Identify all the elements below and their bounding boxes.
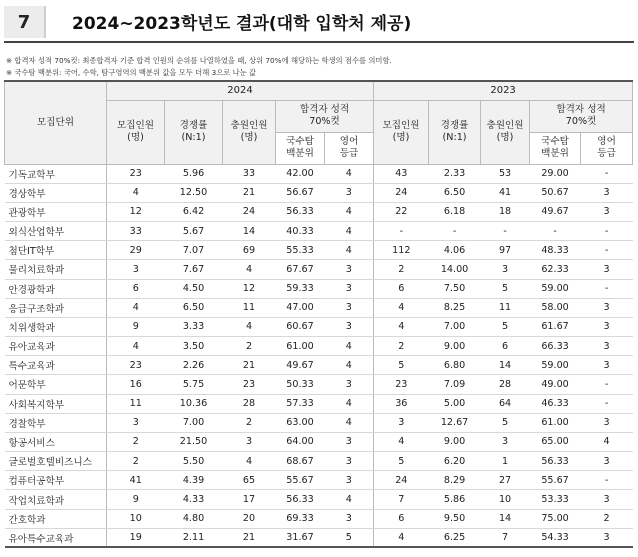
eng-2024: 3 <box>325 279 374 298</box>
eng-2023: 2 <box>581 509 633 528</box>
ratio-2024: 2.11 <box>165 528 223 547</box>
table-row <box>5 356 633 375</box>
ratio-2023: 6.50 <box>429 183 481 202</box>
eng-2024: 3 <box>325 375 374 394</box>
eng-2023: - <box>581 471 633 490</box>
eng-2023: - <box>581 394 633 413</box>
fill-2023: 27 <box>481 471 530 490</box>
ratio-2024: 5.96 <box>165 164 223 183</box>
page-number: 7 <box>4 6 46 38</box>
recruit-2023: 36 <box>374 394 429 413</box>
ratio-2024: 4.50 <box>165 279 223 298</box>
results-table <box>4 80 633 548</box>
ratio-2023: 6.25 <box>429 528 481 547</box>
dept-name: 물리치료학과 <box>5 260 107 279</box>
table-row <box>5 202 633 221</box>
dept-name: 간호학과 <box>5 509 107 528</box>
dept-name: 관광학부 <box>5 202 107 221</box>
eng-2024: 4 <box>325 356 374 375</box>
pct-2023: 65.00 <box>530 432 581 451</box>
dept-name: 치위생학과 <box>5 317 107 336</box>
fill-2024: 11 <box>223 298 276 317</box>
dept-name: 사회복지학부 <box>5 394 107 413</box>
pct-2024: 61.00 <box>276 337 325 356</box>
pct-2024: 55.33 <box>276 241 325 260</box>
table-row <box>5 509 633 528</box>
pct-2024: 63.00 <box>276 413 325 432</box>
eng-2023: - <box>581 164 633 183</box>
fill-2024: 3 <box>223 432 276 451</box>
dept-name: 경상학부 <box>5 183 107 202</box>
fill-2024: 65 <box>223 471 276 490</box>
eng-2024: 4 <box>325 222 374 241</box>
table-body <box>5 164 633 547</box>
recruit-2024: 2 <box>107 452 165 471</box>
pct-2024: 40.33 <box>276 222 325 241</box>
ratio-2024: 6.50 <box>165 298 223 317</box>
recruit-2023: 6 <box>374 509 429 528</box>
dept-name: 기독교학부 <box>5 164 107 183</box>
eng-2023: 3 <box>581 298 633 317</box>
recruit-2024: 29 <box>107 241 165 260</box>
recruit-2023: 6 <box>374 279 429 298</box>
ratio-2023: 4.06 <box>429 241 481 260</box>
recruit-2024: 2 <box>107 432 165 451</box>
table-row <box>5 452 633 471</box>
dept-name: 안경광학과 <box>5 279 107 298</box>
pct-2023: 50.67 <box>530 183 581 202</box>
ratio-2024: 12.50 <box>165 183 223 202</box>
table-row <box>5 432 633 451</box>
recruit-2023: 22 <box>374 202 429 221</box>
table-row <box>5 337 633 356</box>
fill-2024: 24 <box>223 202 276 221</box>
pct-2024: 67.67 <box>276 260 325 279</box>
fill-2024: 28 <box>223 394 276 413</box>
pct-2023: 75.00 <box>530 509 581 528</box>
fill-2023: 18 <box>481 202 530 221</box>
fill-2023: 14 <box>481 356 530 375</box>
eng-2024: 4 <box>325 394 374 413</box>
recruit-2023: 4 <box>374 432 429 451</box>
dept-name: 외식산업학부 <box>5 222 107 241</box>
fill-2024: 21 <box>223 183 276 202</box>
col-pct-2023: 국수탐 백분위 <box>530 132 581 164</box>
ratio-2023: 9.00 <box>429 432 481 451</box>
pct-2023: 56.33 <box>530 452 581 471</box>
fill-2024: 2 <box>223 413 276 432</box>
table-row <box>5 241 633 260</box>
pct-2023: 29.00 <box>530 164 581 183</box>
ratio-2024: 21.50 <box>165 432 223 451</box>
pct-2023: 59.00 <box>530 356 581 375</box>
year-2024-header: 2024 <box>107 81 374 100</box>
pct-2024: 55.67 <box>276 471 325 490</box>
ratio-2024: 5.67 <box>165 222 223 241</box>
pct-2023: 54.33 <box>530 528 581 547</box>
fill-2023: 7 <box>481 528 530 547</box>
ratio-2023: - <box>429 222 481 241</box>
note-cut: ※ 합격자 성적 70%컷: 최종합격자 기준 합격 인원의 순위를 나열하였을 때, 상위 70%에 해당하는 학생의 점수를 의미함. <box>6 56 392 65</box>
fill-2024: 2 <box>223 337 276 356</box>
fill-2024: 20 <box>223 509 276 528</box>
recruit-2024: 23 <box>107 356 165 375</box>
recruit-2023: 112 <box>374 241 429 260</box>
ratio-2024: 3.33 <box>165 317 223 336</box>
eng-2024: 3 <box>325 260 374 279</box>
fill-2023: 28 <box>481 375 530 394</box>
dept-name: 경찰학부 <box>5 413 107 432</box>
pct-2024: 42.00 <box>276 164 325 183</box>
eng-2023: - <box>581 222 633 241</box>
ratio-2024: 6.42 <box>165 202 223 221</box>
eng-2023: - <box>581 279 633 298</box>
title-rule <box>4 41 634 43</box>
recruit-2023: 24 <box>374 471 429 490</box>
recruit-2024: 33 <box>107 222 165 241</box>
ratio-2024: 7.07 <box>165 241 223 260</box>
pct-2024: 69.33 <box>276 509 325 528</box>
eng-2023: 3 <box>581 356 633 375</box>
ratio-2024: 2.26 <box>165 356 223 375</box>
eng-2024: 3 <box>325 452 374 471</box>
recruit-2023: 24 <box>374 183 429 202</box>
eng-2024: 3 <box>325 471 374 490</box>
ratio-2024: 4.80 <box>165 509 223 528</box>
recruit-2024: 6 <box>107 279 165 298</box>
pct-2024: 59.33 <box>276 279 325 298</box>
eng-2024: 4 <box>325 202 374 221</box>
pct-2024: 68.67 <box>276 452 325 471</box>
pct-2023: - <box>530 222 581 241</box>
eng-2024: 4 <box>325 241 374 260</box>
table-row <box>5 471 633 490</box>
table-row <box>5 528 633 547</box>
pct-2024: 56.33 <box>276 490 325 509</box>
recruit-2024: 12 <box>107 202 165 221</box>
table-row <box>5 183 633 202</box>
fill-2024: 33 <box>223 164 276 183</box>
ratio-2023: 7.50 <box>429 279 481 298</box>
ratio-2023: 6.18 <box>429 202 481 221</box>
col-cut-2024: 합격자 성적 70%컷 <box>276 100 374 132</box>
eng-2023: 3 <box>581 337 633 356</box>
recruit-2023: 4 <box>374 317 429 336</box>
recruit-2024: 23 <box>107 164 165 183</box>
recruit-2024: 16 <box>107 375 165 394</box>
eng-2023: 3 <box>581 317 633 336</box>
fill-2024: 21 <box>223 356 276 375</box>
ratio-2023: 8.29 <box>429 471 481 490</box>
pct-2024: 56.33 <box>276 202 325 221</box>
eng-2023: 4 <box>581 432 633 451</box>
recruit-2023: - <box>374 222 429 241</box>
recruit-2024: 11 <box>107 394 165 413</box>
ratio-2024: 3.50 <box>165 337 223 356</box>
fill-2023: 1 <box>481 452 530 471</box>
ratio-2024: 7.00 <box>165 413 223 432</box>
notes <box>6 55 392 79</box>
eng-2023: 3 <box>581 183 633 202</box>
dept-name: 유아특수교육과 <box>5 528 107 547</box>
pct-2024: 50.33 <box>276 375 325 394</box>
pct-2023: 49.00 <box>530 375 581 394</box>
col-eng-2024: 영어 등급 <box>325 132 374 164</box>
fill-2023: 5 <box>481 317 530 336</box>
fill-2024: 4 <box>223 317 276 336</box>
col-ratio-2023: 경쟁률 (N:1) <box>429 100 481 164</box>
fill-2023: 3 <box>481 432 530 451</box>
year-2023-header: 2023 <box>374 81 633 100</box>
recruit-2024: 3 <box>107 260 165 279</box>
col-pct-2024: 국수탐 백분위 <box>276 132 325 164</box>
col-recruit-2023: 모집인원 (명) <box>374 100 429 164</box>
pct-2023: 53.33 <box>530 490 581 509</box>
table-row <box>5 413 633 432</box>
col-recruit-2024: 모집인원 (명) <box>107 100 165 164</box>
recruit-2024: 41 <box>107 471 165 490</box>
fill-2023: 3 <box>481 260 530 279</box>
recruit-2024: 9 <box>107 490 165 509</box>
fill-2023: 6 <box>481 337 530 356</box>
dept-name: 첨단IT학부 <box>5 241 107 260</box>
table-row <box>5 222 633 241</box>
fill-2023: 5 <box>481 279 530 298</box>
eng-2023: 3 <box>581 452 633 471</box>
page-header <box>0 0 638 44</box>
dept-name: 특수교육과 <box>5 356 107 375</box>
table-row <box>5 164 633 183</box>
dept-name: 응급구조학과 <box>5 298 107 317</box>
pct-2024: 56.67 <box>276 183 325 202</box>
eng-2024: 3 <box>325 298 374 317</box>
eng-2023: 3 <box>581 202 633 221</box>
table-row <box>5 298 633 317</box>
pct-2023: 59.00 <box>530 279 581 298</box>
col-fill-2024: 충원인원 (명) <box>223 100 276 164</box>
fill-2024: 14 <box>223 222 276 241</box>
recruit-2024: 3 <box>107 413 165 432</box>
pct-2023: 48.33 <box>530 241 581 260</box>
eng-2023: 3 <box>581 413 633 432</box>
ratio-2023: 5.00 <box>429 394 481 413</box>
fill-2024: 12 <box>223 279 276 298</box>
pct-2023: 62.33 <box>530 260 581 279</box>
recruit-2024: 10 <box>107 509 165 528</box>
eng-2024: 4 <box>325 413 374 432</box>
fill-2024: 69 <box>223 241 276 260</box>
ratio-2023: 5.86 <box>429 490 481 509</box>
ratio-2023: 2.33 <box>429 164 481 183</box>
eng-2023: 3 <box>581 528 633 547</box>
table-row <box>5 490 633 509</box>
dept-name: 작업치료학과 <box>5 490 107 509</box>
pct-2023: 46.33 <box>530 394 581 413</box>
recruit-2023: 43 <box>374 164 429 183</box>
dept-name: 글로벌호텔비즈니스 <box>5 452 107 471</box>
pct-2024: 47.00 <box>276 298 325 317</box>
eng-2023: 3 <box>581 490 633 509</box>
fill-2024: 4 <box>223 260 276 279</box>
eng-2023: - <box>581 241 633 260</box>
eng-2023: - <box>581 375 633 394</box>
fill-2023: 53 <box>481 164 530 183</box>
col-cut-2023: 합격자 성적 70%컷 <box>530 100 633 132</box>
ratio-2024: 5.75 <box>165 375 223 394</box>
pct-2023: 61.00 <box>530 413 581 432</box>
recruit-2023: 5 <box>374 452 429 471</box>
ratio-2023: 8.25 <box>429 298 481 317</box>
recruit-2023: 23 <box>374 375 429 394</box>
fill-2023: 5 <box>481 413 530 432</box>
dept-name: 어문학부 <box>5 375 107 394</box>
ratio-2023: 7.00 <box>429 317 481 336</box>
table-row <box>5 279 633 298</box>
dept-name: 유아교육과 <box>5 337 107 356</box>
eng-2024: 3 <box>325 432 374 451</box>
ratio-2024: 4.33 <box>165 490 223 509</box>
eng-2024: 3 <box>325 509 374 528</box>
fill-2024: 21 <box>223 528 276 547</box>
col-eng-2023: 영어 등급 <box>581 132 633 164</box>
recruit-2023: 4 <box>374 528 429 547</box>
eng-2024: 5 <box>325 528 374 547</box>
ratio-2023: 6.20 <box>429 452 481 471</box>
ratio-2023: 6.80 <box>429 356 481 375</box>
table-row <box>5 375 633 394</box>
fill-2024: 23 <box>223 375 276 394</box>
recruit-2023: 2 <box>374 260 429 279</box>
pct-2024: 60.67 <box>276 317 325 336</box>
pct-2023: 66.33 <box>530 337 581 356</box>
col-ratio-2024: 경쟁률 (N:1) <box>165 100 223 164</box>
pct-2024: 49.67 <box>276 356 325 375</box>
pct-2023: 61.67 <box>530 317 581 336</box>
table-row <box>5 317 633 336</box>
recruit-2023: 5 <box>374 356 429 375</box>
page-title: 2024~2023학년도 결과(대학 입학처 제공) <box>72 14 412 34</box>
ratio-2023: 7.09 <box>429 375 481 394</box>
col-fill-2023: 충원인원 (명) <box>481 100 530 164</box>
pct-2024: 64.00 <box>276 432 325 451</box>
dept-name: 항공서비스 <box>5 432 107 451</box>
fill-2023: - <box>481 222 530 241</box>
recruit-2024: 9 <box>107 317 165 336</box>
recruit-2024: 4 <box>107 183 165 202</box>
recruit-2024: 4 <box>107 298 165 317</box>
fill-2023: 41 <box>481 183 530 202</box>
eng-2023: 3 <box>581 260 633 279</box>
ratio-2024: 5.50 <box>165 452 223 471</box>
eng-2024: 3 <box>325 317 374 336</box>
eng-2024: 4 <box>325 337 374 356</box>
col-unit-header: 모집단위 <box>5 81 107 164</box>
recruit-2024: 4 <box>107 337 165 356</box>
fill-2023: 97 <box>481 241 530 260</box>
eng-2024: 4 <box>325 164 374 183</box>
eng-2024: 3 <box>325 183 374 202</box>
pct-2023: 58.00 <box>530 298 581 317</box>
recruit-2024: 19 <box>107 528 165 547</box>
ratio-2024: 4.39 <box>165 471 223 490</box>
pct-2024: 31.67 <box>276 528 325 547</box>
fill-2023: 14 <box>481 509 530 528</box>
table-row <box>5 260 633 279</box>
recruit-2023: 3 <box>374 413 429 432</box>
fill-2024: 17 <box>223 490 276 509</box>
recruit-2023: 4 <box>374 298 429 317</box>
pct-2023: 55.67 <box>530 471 581 490</box>
fill-2024: 4 <box>223 452 276 471</box>
recruit-2023: 7 <box>374 490 429 509</box>
pct-2023: 49.67 <box>530 202 581 221</box>
pct-2024: 57.33 <box>276 394 325 413</box>
fill-2023: 64 <box>481 394 530 413</box>
dept-name: 컴퓨터공학부 <box>5 471 107 490</box>
ratio-2023: 9.50 <box>429 509 481 528</box>
fill-2023: 11 <box>481 298 530 317</box>
ratio-2024: 10.36 <box>165 394 223 413</box>
ratio-2023: 14.00 <box>429 260 481 279</box>
note-percentile: ※ 국수탐 백분위: 국어, 수학, 탐구영역의 백분위 값을 모두 더해 3으로 나눈 값 <box>6 68 257 77</box>
recruit-2023: 2 <box>374 337 429 356</box>
eng-2024: 4 <box>325 490 374 509</box>
table-row <box>5 394 633 413</box>
ratio-2024: 7.67 <box>165 260 223 279</box>
ratio-2023: 9.00 <box>429 337 481 356</box>
fill-2023: 10 <box>481 490 530 509</box>
ratio-2023: 12.67 <box>429 413 481 432</box>
